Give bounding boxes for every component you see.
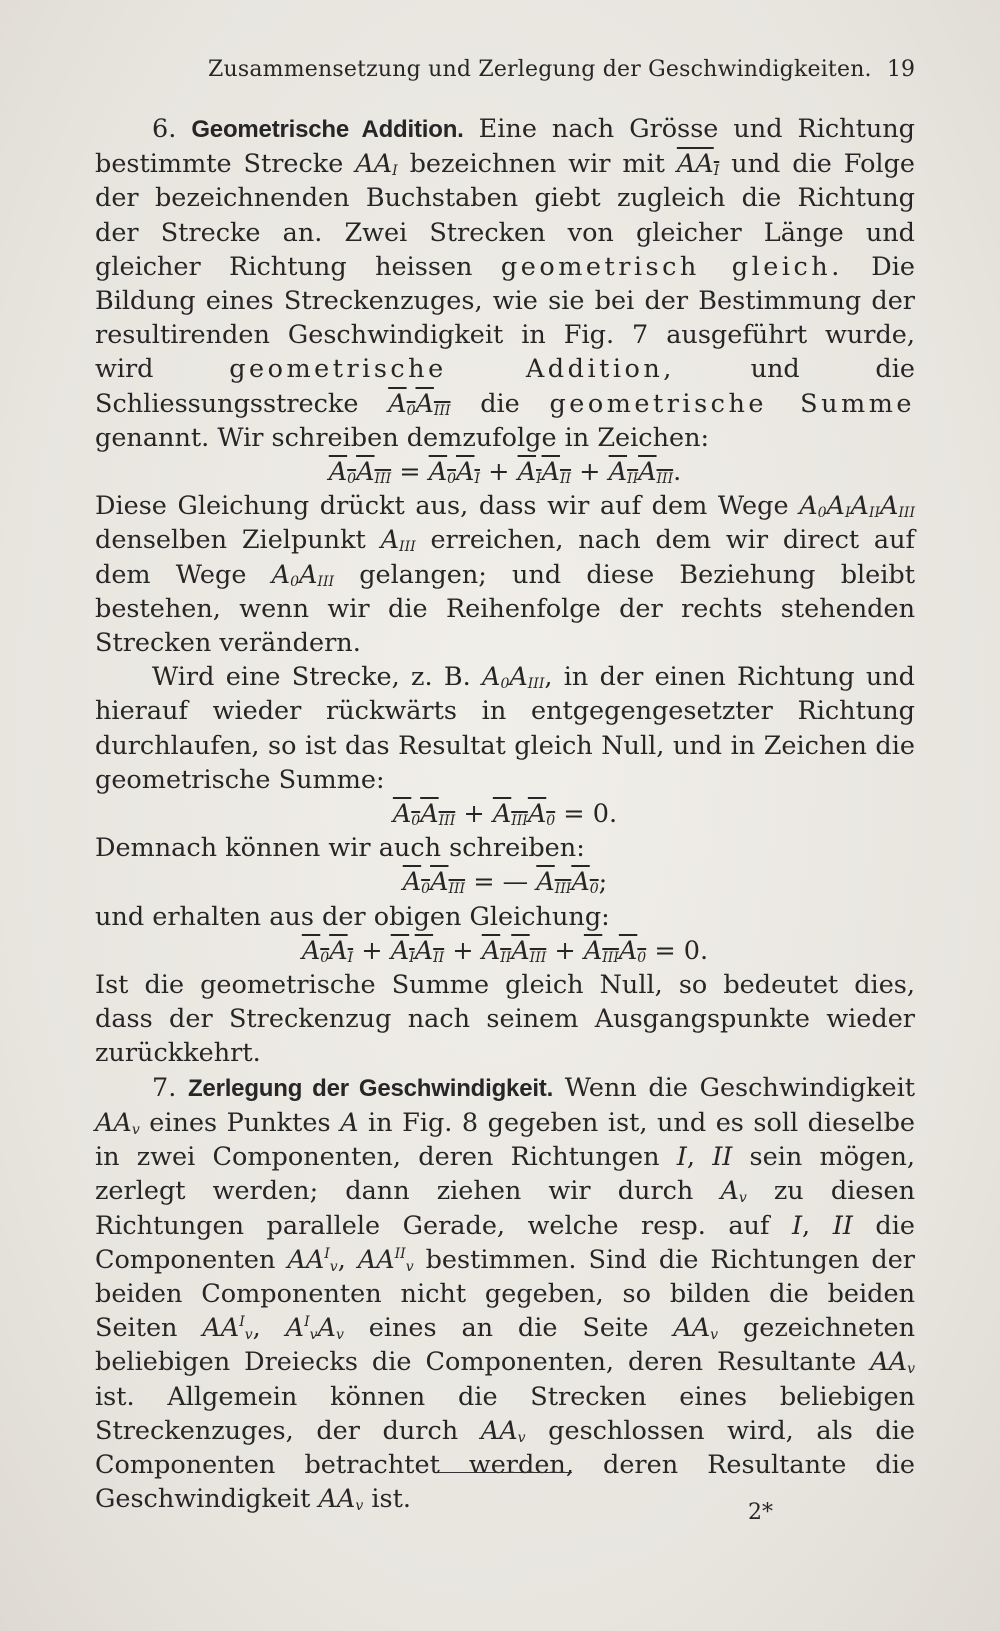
paragraph-geometric-addition: 6. Geometrische Addition. Eine nach Grösse und Richtung bestimmte Strecke $AA_I$ bezeichnen wir mit $AA_I$ und die Folge der bezeichnenden Buchstaben giebt zugleich die Richtung der Strecke an. Zwei Strecken von gleicher Länge und gleicher Richtung heissen geometrisch gleich. Die Bildung eines Streckenzuges, wie sie bei der Bestimmung der resultirenden Geschwindigkeit in Fig. 7 ausgeführt wurde, wird geometrische Addition, und die Schliessungsstrecke $A_0A_{III}$ die geometrische Summe genannt. Wir schreiben demzufolge in Zeichen: (95, 114, 916, 453)
equation-zero: $A_0A_{III} + A_{III}A_0 = 0$. (392, 799, 618, 830)
equation-closed-polygon: $A_0A_I + A_IA_{II} + A_{II}A_{III} + A_{III}A_0 = 0$. (301, 935, 709, 966)
equation-sum: $A_0A_{III} = A_0A_I + A_IA_{II} + A_{II}A_{III}$. (328, 457, 682, 488)
section-heading: Geometrische Addition. (191, 116, 464, 143)
paragraph-obtain: und erhalten aus der obigen Gleichung: (95, 901, 610, 932)
paragraph-closure: Ist die geometrische Summe gleich Null, so bedeutet dies, dass der Streckenzug nach seinem Ausgangspunkte wieder zurückkehrt. (95, 970, 915, 1069)
paragraph-equation-meaning: Diese Gleichung drückt aus, dass wir auf dem Wege $A_0A_IA_{II}A_{III}$ denselben Zielpunkt $A_{III}$ erreichen, nach dem wir direct auf dem Wege $A_0A_{III}$ gelangen; und diese Beziehung bleibt bestehen, wenn wir die Reihenfolge der rechts stehenden Strecken verändern. (95, 491, 915, 659)
section-number: 7. (152, 1072, 177, 1103)
running-title: Zusammensetzung und Zerlegung der Geschwindigkeiten. (208, 57, 872, 82)
signature-mark: 2* (748, 1500, 773, 1525)
equation-negative: $A_0A_{III}$ = — $A_{III}A_0$; (402, 867, 608, 898)
paragraph-therefore: Demnach können wir auch schreiben: (95, 833, 585, 864)
footnote-separator (438, 1472, 572, 1473)
page-body (95, 112, 915, 1516)
paragraph-decomposition: 7. Zerlegung der Geschwindigkeit. Wenn die Geschwindigkeit $AA_v$ eines Punktes A in Fig. 8 gegeben ist, und es soll dieselbe in zwei Componenten, deren Richtungen I, II sein mögen, zerlegt werden; dann ziehen wir durch $A_v$ zu diesen Richtungen parallele Gerade, welche resp. auf I, II die Componenten $AA^I_v$, $AA^{II}_v$ bestimmen. Sind die Richtungen der beiden Componenten nicht gegeben, so bilden die beiden Seiten $AA^I_v$, $A^I_vA_v$ eines an die Seite $AA_v$ gezeichneten beliebigen Dreiecks die Componenten, deren Resultante $AA_v$ ist. Allgemein können die Strecken eines beliebigen Streckenzuges, der durch $AA_v$ geschlossen wird, als die Componenten betrachtet werden, deren Resultante die Geschwindigkeit $AA_v$ ist. (95, 1072, 916, 1515)
paragraph-reverse-path: Wird eine Strecke, z. B. $A_0A_{III}$, in der einen Richtung und hierauf wieder rückwärts in entgegengesetzter Richtung durchlaufen, so ist das Resultat gleich Null, und in Zeichen die geometrische Summe: (95, 662, 915, 795)
section-heading: Zerlegung der Geschwindigkeit. (187, 1074, 554, 1102)
section-number: 6. (152, 114, 177, 144)
page-number: 19 (887, 57, 915, 82)
